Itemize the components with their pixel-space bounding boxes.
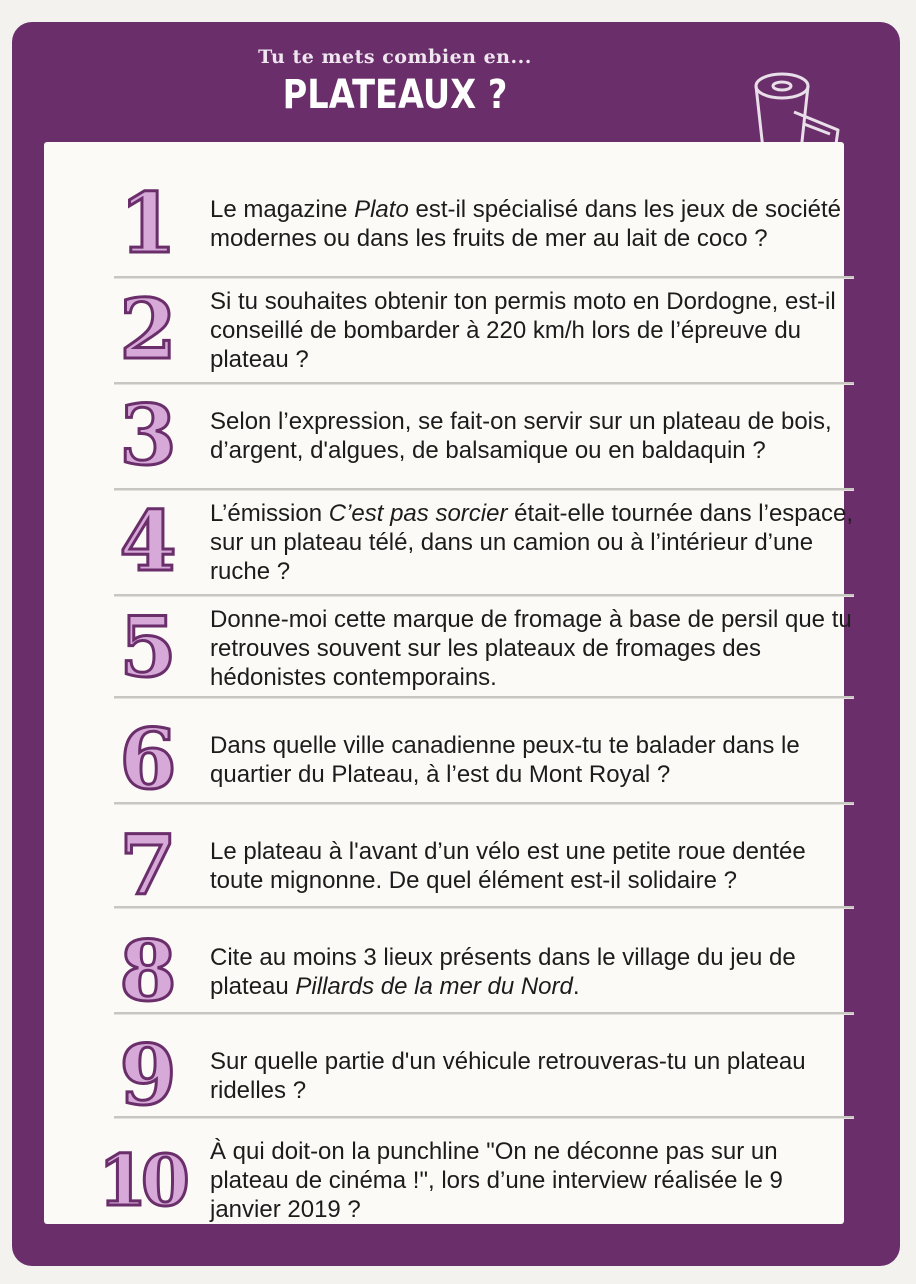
question-title-italic: Plato bbox=[354, 196, 409, 223]
question-text bbox=[210, 920, 860, 1024]
question-text: Le plateau à l'avant d’un vélo est une petite roue dentée toute mignonne. De quel élément est-il solidaire ? bbox=[210, 838, 806, 894]
question-number: 1 bbox=[119, 176, 171, 272]
question-text: À qui doit-on la punchline "On ne déconne pas sur un plateau de cinéma !", lors d’une interview réalisée le 9 janvier 2019 ? bbox=[210, 1137, 783, 1223]
question-number: 7 bbox=[119, 818, 171, 914]
question-text: Dans quelle ville canadienne peux-tu te balader dans le quartier du Plateau, à l’est du Mont Royal ? bbox=[210, 732, 800, 788]
row-divider bbox=[114, 1116, 854, 1119]
question-row bbox=[100, 278, 860, 382]
question-row bbox=[100, 920, 860, 1024]
question-row bbox=[100, 596, 860, 700]
question-text: Selon l’expression, se fait-on servir sur un plateau de bois, d’argent, d'algues, de balsamique ou en baldaquin ? bbox=[210, 408, 832, 464]
row-divider bbox=[114, 382, 854, 385]
question-text-part: était-elle tournée dans l’espace, sur un plateau télé, dans un camion ou à l’intérieur d’une ruche ? bbox=[210, 499, 854, 585]
row-divider bbox=[114, 696, 854, 699]
question-text: Donne-moi cette marque de fromage à base de persil que tu retrouves souvent sur les plateaux de fromages des hédonistes contemporains. bbox=[210, 605, 852, 691]
question-row bbox=[100, 490, 860, 594]
question-number: 5 bbox=[119, 600, 171, 696]
question-text: Sur quelle partie d'un véhicule retrouveras-tu un plateau ridelles ? bbox=[210, 1048, 806, 1104]
card-title: PLATEAUX ? bbox=[282, 72, 508, 118]
question-row bbox=[100, 1128, 860, 1232]
question-title-italic: C’est pas sorcier bbox=[328, 499, 508, 527]
row-divider bbox=[114, 276, 854, 279]
row-divider bbox=[114, 1012, 854, 1015]
question-row bbox=[100, 172, 860, 276]
question-row bbox=[100, 814, 860, 918]
question-title-italic: Pillards de la mer du Nord bbox=[295, 973, 573, 1000]
row-divider bbox=[114, 802, 854, 805]
question-number: 3 bbox=[119, 388, 171, 484]
question-number: 8 bbox=[119, 924, 171, 1020]
question-number: 6 bbox=[119, 712, 171, 808]
question-row bbox=[100, 384, 860, 488]
question-text-part: Cite au moins 3 lieux présents dans le village du jeu de plateau bbox=[210, 944, 796, 1000]
question-row bbox=[100, 1024, 860, 1128]
question-text: Si tu souhaites obtenir ton permis moto en Dordogne, est-il conseillé de bombarder à 220 km/h lors de l’épreuve du plateau ? bbox=[210, 287, 836, 373]
question-number: 10 bbox=[98, 1138, 184, 1222]
question-text-part: Le magazine bbox=[210, 196, 355, 223]
card-kicker: Tu te mets combien en... bbox=[258, 46, 532, 68]
question-text bbox=[210, 490, 860, 594]
question-text-part: . bbox=[572, 973, 580, 1000]
row-divider bbox=[114, 594, 854, 597]
question-text-part: est-il spécialisé dans les jeux de société modernes ou dans les fruits de mer au lait de coco ? bbox=[210, 196, 842, 252]
question-text bbox=[210, 172, 860, 276]
question-number: 2 bbox=[119, 282, 171, 378]
question-text-part: L’émission bbox=[210, 499, 329, 527]
question-row bbox=[100, 708, 860, 812]
row-divider bbox=[114, 906, 854, 909]
question-number: 4 bbox=[119, 494, 171, 590]
question-number: 9 bbox=[119, 1028, 171, 1124]
row-divider bbox=[114, 488, 854, 491]
